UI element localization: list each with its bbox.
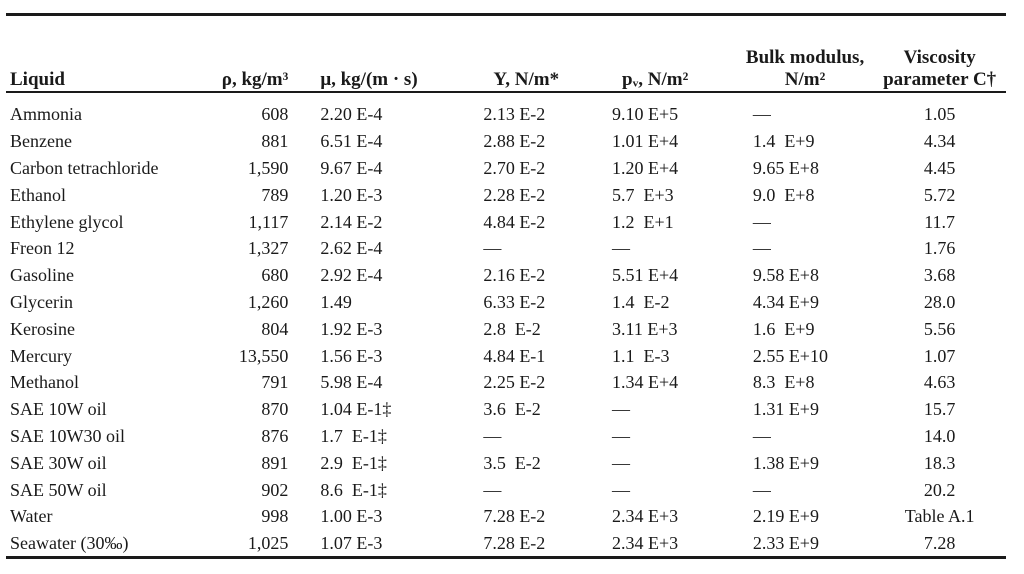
- cell-liquid: Water: [10, 506, 53, 527]
- table-row: [10, 449, 1000, 476]
- cell-viscosity-parameter: 14.0: [923, 425, 956, 446]
- cell-liquid: Gasoline: [10, 265, 74, 286]
- cell-viscosity-parameter: 7.28: [923, 533, 956, 554]
- table-row: [10, 155, 1000, 182]
- col-header-surface-tension: Y, N/m*: [493, 69, 560, 90]
- cell-liquid: Seawater (30‰): [10, 533, 129, 554]
- cell-bulk-modulus: 1.4 E+9: [752, 131, 815, 152]
- cell-viscosity-parameter: 11.7: [924, 211, 956, 232]
- cell-surface-tension: 2.16 E-2: [483, 265, 546, 286]
- cell-surface-tension: 2.70 E-2: [483, 157, 546, 178]
- cell-surface-tension: 3.6 E-2: [483, 399, 541, 420]
- table-row: [10, 315, 1000, 342]
- cell-vapor-pressure: 1.20 E+4: [612, 157, 679, 178]
- cell-viscosity: 9.67 E-4: [320, 157, 383, 178]
- table-row: [10, 97, 1000, 128]
- cell-viscosity: 1.07 E-3: [320, 533, 383, 554]
- cell-bulk-modulus: 8.3 E+8: [752, 372, 815, 393]
- cell-liquid: Benzene: [10, 131, 72, 152]
- param-header-line1: Viscosity: [903, 47, 976, 68]
- cell-viscosity: 2.14 E-2: [320, 211, 383, 232]
- table-row: [10, 181, 1000, 208]
- table-row: [10, 262, 1000, 289]
- cell-liquid: Carbon tetrachloride: [10, 157, 159, 178]
- table-body: [10, 97, 1000, 557]
- cell-viscosity-parameter: 5.56: [923, 318, 956, 339]
- cell-liquid: SAE 50W oil: [10, 479, 107, 500]
- cell-bulk-modulus: 2.55 E+10: [752, 345, 828, 366]
- cell-surface-tension: 3.5 E-2: [483, 452, 541, 473]
- cell-surface-tension: 4.84 E-2: [483, 211, 546, 232]
- cell-bulk-modulus: 9.65 E+8: [752, 157, 819, 178]
- cell-viscosity: 2.9 E-1‡: [320, 452, 387, 473]
- cell-density: 881: [261, 131, 289, 152]
- cell-vapor-pressure: 1.4 E-2: [612, 291, 670, 312]
- top-rule: [6, 13, 1006, 16]
- table-header: [10, 18, 1000, 97]
- cell-bulk-modulus: —: [752, 479, 771, 500]
- table-row: [10, 503, 1000, 530]
- table-row: [10, 235, 1000, 262]
- cell-bulk-modulus: 9.0 E+8: [752, 184, 815, 205]
- cell-bulk-modulus: —: [752, 211, 771, 232]
- cell-viscosity-parameter: 4.63: [923, 372, 956, 393]
- cell-surface-tension: 2.13 E-2: [483, 104, 546, 125]
- cell-viscosity-parameter: 4.34: [923, 131, 956, 152]
- cell-surface-tension: —: [483, 425, 502, 446]
- cell-viscosity-parameter: 28.0: [923, 291, 956, 312]
- cell-density: 791: [261, 372, 289, 393]
- table-row: [10, 342, 1000, 369]
- cell-surface-tension: 2.88 E-2: [483, 131, 546, 152]
- cell-viscosity-parameter: 1.76: [923, 238, 956, 259]
- cell-surface-tension: 4.84 E-1: [483, 345, 546, 366]
- cell-vapor-pressure: —: [612, 479, 631, 500]
- cell-viscosity: 1.00 E-3: [320, 506, 383, 527]
- cell-density: 804: [261, 318, 289, 339]
- cell-surface-tension: —: [483, 238, 502, 259]
- liquid-properties-table: [10, 18, 1000, 557]
- table-row: [10, 289, 1000, 316]
- cell-bulk-modulus: 2.33 E+9: [752, 533, 819, 554]
- cell-viscosity-parameter: Table A.1: [904, 506, 975, 527]
- cell-vapor-pressure: 2.34 E+3: [612, 533, 679, 554]
- cell-bulk-modulus: —: [752, 104, 771, 125]
- cell-vapor-pressure: 1.34 E+4: [612, 372, 679, 393]
- cell-viscosity: 5.98 E-4: [320, 372, 383, 393]
- cell-density: 1,327: [247, 238, 289, 259]
- cell-viscosity: 2.92 E-4: [320, 265, 383, 286]
- cell-density: 1,590: [247, 157, 289, 178]
- cell-density: 13,550: [238, 345, 289, 366]
- table-row: [10, 530, 1000, 557]
- cell-viscosity: 1.04 E-1‡: [320, 399, 392, 420]
- cell-density: 1,117: [248, 211, 289, 232]
- cell-vapor-pressure: 1.1 E-3: [612, 345, 670, 366]
- cell-bulk-modulus: 2.19 E+9: [752, 506, 819, 527]
- cell-viscosity: 2.62 E-4: [320, 238, 383, 259]
- col-header-vapor-pressure: pᵥ, N/m²: [622, 69, 689, 90]
- cell-vapor-pressure: —: [612, 238, 631, 259]
- cell-vapor-pressure: 5.51 E+4: [612, 265, 679, 286]
- cell-viscosity: 1.92 E-3: [320, 318, 383, 339]
- cell-density: 902: [261, 479, 289, 500]
- cell-viscosity-parameter: 3.68: [923, 265, 956, 286]
- cell-surface-tension: 2.8 E-2: [483, 318, 541, 339]
- cell-surface-tension: 7.28 E-2: [483, 533, 546, 554]
- cell-viscosity-parameter: 15.7: [923, 399, 956, 420]
- cell-surface-tension: 2.25 E-2: [483, 372, 546, 393]
- cell-viscosity-parameter: 1.05: [923, 104, 956, 125]
- cell-liquid: Ethanol: [10, 184, 66, 205]
- cell-density: 1,260: [247, 291, 289, 312]
- cell-bulk-modulus: 9.58 E+8: [752, 265, 819, 286]
- cell-vapor-pressure: 5.7 E+3: [612, 184, 674, 205]
- cell-viscosity: 1.7 E-1‡: [320, 425, 387, 446]
- header-row: [10, 18, 1000, 97]
- cell-viscosity-parameter: 18.3: [923, 452, 956, 473]
- cell-vapor-pressure: 9.10 E+5: [612, 104, 679, 125]
- table-row: [10, 369, 1000, 396]
- cell-liquid: Kerosine: [10, 318, 75, 339]
- cell-bulk-modulus: 1.31 E+9: [752, 399, 819, 420]
- cell-liquid: SAE 10W30 oil: [10, 425, 125, 446]
- cell-surface-tension: —: [483, 479, 502, 500]
- cell-liquid: Glycerin: [10, 291, 73, 312]
- cell-viscosity-parameter: 20.2: [923, 479, 956, 500]
- table-row: [10, 476, 1000, 503]
- cell-viscosity: 1.56 E-3: [320, 345, 383, 366]
- col-header-viscosity: μ, kg/(m · s): [320, 69, 418, 90]
- cell-surface-tension: 2.28 E-2: [483, 184, 546, 205]
- cell-viscosity: 8.6 E-1‡: [320, 479, 387, 500]
- cell-density: 1,025: [247, 533, 289, 554]
- table-row: [10, 396, 1000, 423]
- cell-surface-tension: 7.28 E-2: [483, 506, 546, 527]
- cell-liquid: Mercury: [10, 345, 72, 366]
- table-row: [10, 423, 1000, 450]
- cell-density: 789: [261, 184, 289, 205]
- cell-vapor-pressure: 2.34 E+3: [612, 506, 679, 527]
- cell-bulk-modulus: 1.6 E+9: [752, 318, 815, 339]
- cell-density: 870: [261, 399, 289, 420]
- cell-surface-tension: 6.33 E-2: [483, 291, 546, 312]
- cell-viscosity: 6.51 E-4: [320, 131, 383, 152]
- param-header-line2: parameter C†: [883, 69, 997, 90]
- cell-liquid: SAE 10W oil: [10, 399, 107, 420]
- cell-bulk-modulus: 4.34 E+9: [752, 291, 819, 312]
- cell-bulk-modulus: —: [752, 425, 771, 446]
- cell-viscosity: 1.20 E-3: [320, 184, 383, 205]
- col-header-density: ρ, kg/m³: [221, 69, 289, 90]
- table-row: [10, 208, 1000, 235]
- cell-vapor-pressure: —: [612, 452, 631, 473]
- col-header-viscosity-parameter: [879, 18, 1000, 97]
- cell-vapor-pressure: 1.01 E+4: [612, 131, 679, 152]
- cell-bulk-modulus: 1.38 E+9: [752, 452, 819, 473]
- table-row: [10, 128, 1000, 155]
- cell-liquid: Freon 12: [10, 238, 75, 259]
- bulk-header-line1: Bulk modulus,: [745, 47, 865, 68]
- cell-liquid: Methanol: [10, 372, 79, 393]
- cell-liquid: Ammonia: [10, 104, 82, 125]
- cell-viscosity: 1.49: [320, 291, 352, 312]
- bulk-header-line2: N/m²: [784, 69, 826, 90]
- cell-vapor-pressure: —: [612, 399, 631, 420]
- cell-viscosity: 2.20 E-4: [320, 104, 383, 125]
- cell-density: 680: [261, 265, 289, 286]
- cell-vapor-pressure: —: [612, 425, 631, 446]
- cell-density: 891: [261, 452, 289, 473]
- cell-density: 876: [261, 425, 289, 446]
- cell-bulk-modulus: —: [752, 238, 771, 259]
- col-header-liquid: Liquid: [10, 69, 65, 90]
- cell-liquid: SAE 30W oil: [10, 452, 107, 473]
- col-header-bulk-modulus: [731, 18, 879, 97]
- cell-viscosity-parameter: 4.45: [923, 157, 956, 178]
- cell-density: 998: [261, 506, 289, 527]
- cell-viscosity-parameter: 1.07: [923, 345, 956, 366]
- cell-vapor-pressure: 3.11 E+3: [612, 318, 678, 339]
- cell-vapor-pressure: 1.2 E+1: [612, 211, 674, 232]
- cell-liquid: Ethylene glycol: [10, 211, 124, 232]
- cell-viscosity-parameter: 5.72: [923, 184, 956, 205]
- cell-density: 608: [261, 104, 289, 125]
